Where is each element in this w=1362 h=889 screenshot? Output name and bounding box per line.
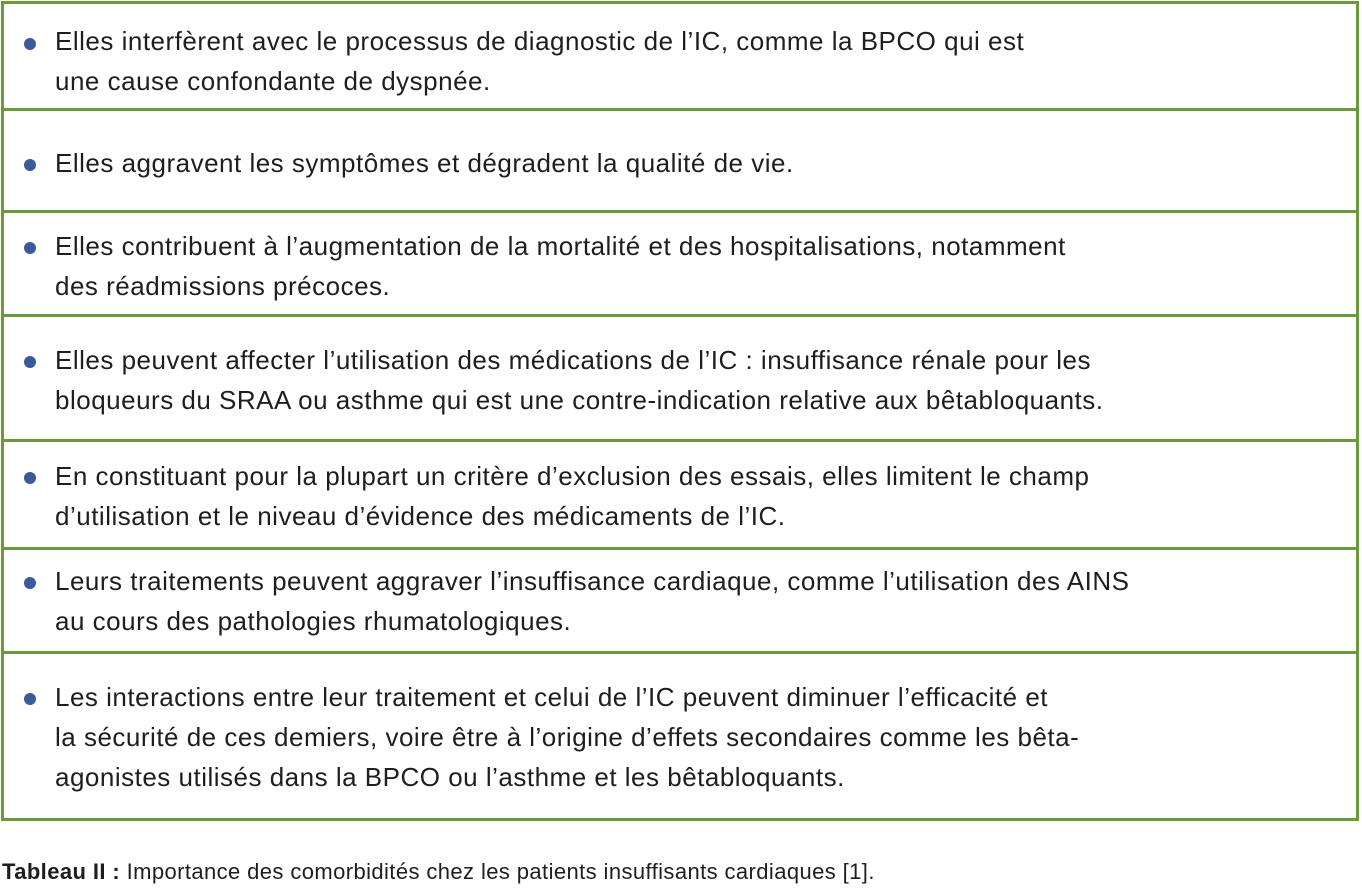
bullet-icon (24, 159, 36, 171)
comorbidity-table (1, 1, 1359, 821)
table-row (4, 111, 1356, 213)
table-row (4, 4, 1356, 111)
table-row (4, 550, 1356, 654)
row-text: Elles interfèrent avec le processus de diagnostic de l’IC, comme la BPCO qui est une cause confondante de dyspnée. (55, 26, 1025, 96)
row-text: Leurs traitements peuvent aggraver l’insuffisance cardiaque, comme l’utilisation des AINS au cours des pathologies rhumatologiques. (55, 566, 1130, 636)
row-text: Elles aggravent les symptômes et dégradent la qualité de vie. (55, 148, 794, 178)
table-row (4, 654, 1356, 821)
bullet-icon (24, 577, 36, 589)
table-row (4, 442, 1356, 550)
bullet-icon (24, 693, 36, 705)
caption-label: Tableau II : (2, 859, 121, 884)
row-text: En constituant pour la plupart un critère d’exclusion des essais, elles limitent le champ d’utilisation et le niveau d’évidence des médicaments de l’IC. (55, 461, 1090, 531)
bullet-icon (24, 242, 36, 254)
table-caption (2, 857, 875, 887)
row-text: Elles peuvent affecter l’utilisation des médications de l’IC : insuffisance rénale pour les bloqueurs du SRAA ou asthme qui est une contre-indication relative aux bêtabloquants. (55, 345, 1104, 415)
caption-text: Importance des comorbidités chez les patients insuffisants cardiaques [1]. (120, 859, 875, 884)
row-text: Elles contribuent à l’augmentation de la mortalité et des hospitalisations, notamment des réadmissions précoces. (55, 231, 1066, 301)
bullet-icon (24, 472, 36, 484)
row-text: Les interactions entre leur traitement et celui de l’IC peuvent diminuer l’efficacité et la sécurité de ces demiers, voire être à l’origine d’effets secondaires comme les bêta- agonistes utilisés dans la BPCO ou l’asthme et les bêtabloquants. (55, 682, 1080, 792)
bullet-icon (24, 38, 36, 50)
bullet-icon (24, 356, 36, 368)
table-row (4, 317, 1356, 442)
table-row (4, 213, 1356, 317)
